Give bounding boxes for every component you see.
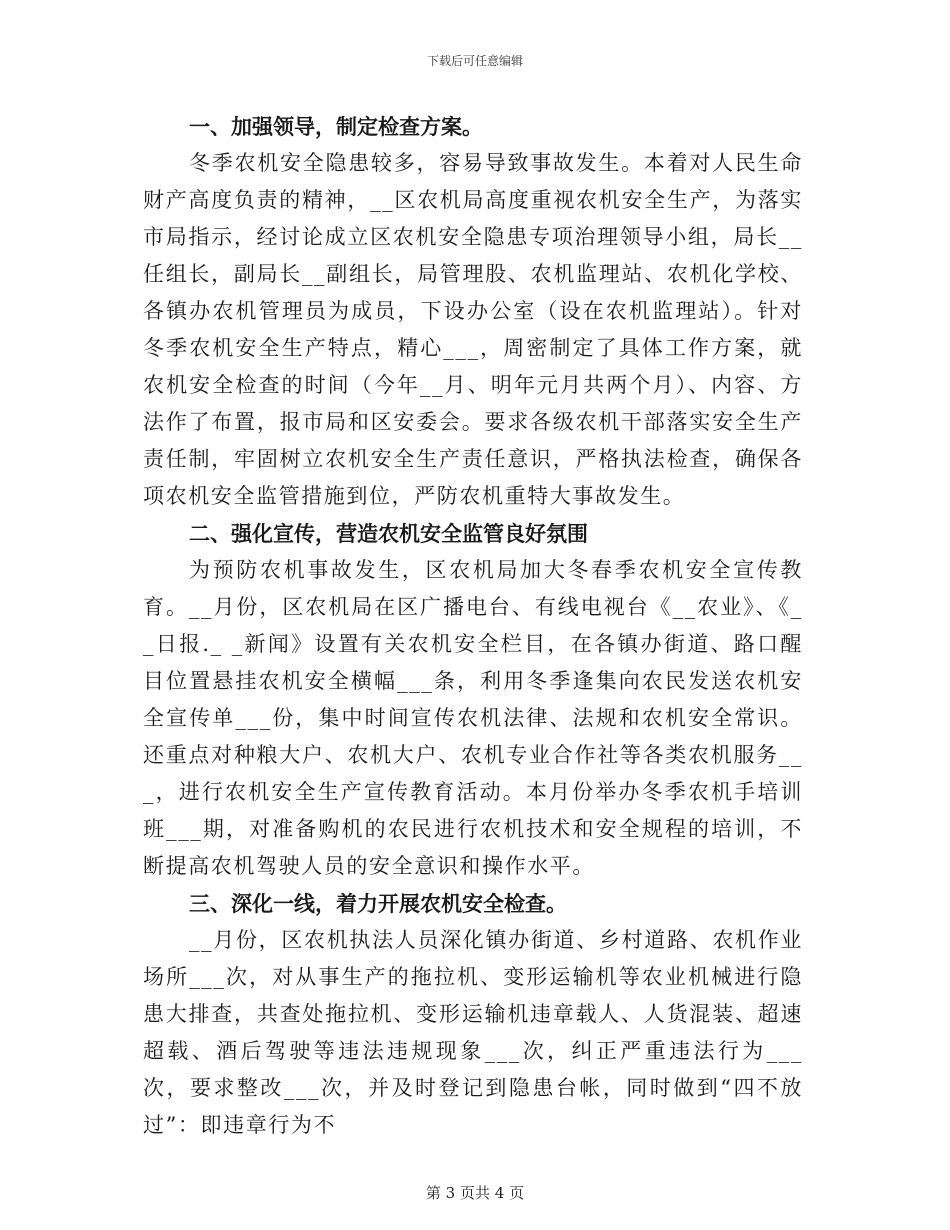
section-heading: 二、强化宣传，营造农机安全监管良好氛围 [189,521,588,546]
page-header: 下载后可任意编辑 [426,54,523,68]
document-body [143,108,803,1144]
page-footer: 第 3 页共 4 页 [425,1184,525,1202]
section-paragraph: 冬季农机安全隐患较多，容易导致事故发生。本着对人民生命财产高度负责的精神，__区农机局高度重视农机安全生产，为落实市局指示，经讨论成立区农机安全隐患专项治理领导小组，局长__任组长，副局长__副组长，局管理股、农机监理站、农机化学校、各镇办农机管理员为成员，下设办公室（设在农机监理站）。针对冬季农机安全生产特点，精心___，周密制定了具体工作方案，就农机安全检查的时间（今年__月、明年元月共两个月）、内容、方法作了布置，报市局和区安委会。要求各级农机干部落实安全生产责任制，牢固树立农机安全生产责任意识，严格执法检查，确保各项农机安全监管措施到位，严防农机重特大事故发生。 [143,151,803,508]
section-paragraph: __月份，区农机执法人员深化镇办街道、乡村道路、农机作业场所___次，对从事生产的拖拉机、变形运输机等农业机械进行隐患大排查，共查处拖拉机、变形运输机违章载人、人货混装、超速超载、酒后驾驶等违法违规现象___次，纠正严重违法行为___次，要求整改___次，并及时登记到隐患台帐，同时做到“四不放过”：即违章行为不 [143,928,803,1137]
section-heading: 一、加强领导，制定检查方案。 [189,114,483,139]
section-paragraph: 为预防农机事故发生，区农机局加大冬春季农机安全宣传教育。__月份，区农机局在区广播电台、有线电视台《__农业》、《__日报._ _新闻》设置有关农机安全栏目，在各镇办街道、路口醒目位置悬挂农机安全横幅___条，利用冬季逢集向农民发送农机安全宣传单___份，集中时间宣传农机法律、法规和农机安全常识。还重点对种粮大户、农机大户、农机专业合作社等各类农机服务___，进行农机安全生产宣传教育活动。本月份举办冬季农机手培训班___期，对准备购机的农民进行农机技术和安全规程的培训，不断提高农机驾驶人员的安全意识和操作水平。 [143,558,803,878]
section-heading: 三、深化一线，着力开展农机安全检查。 [189,891,567,916]
